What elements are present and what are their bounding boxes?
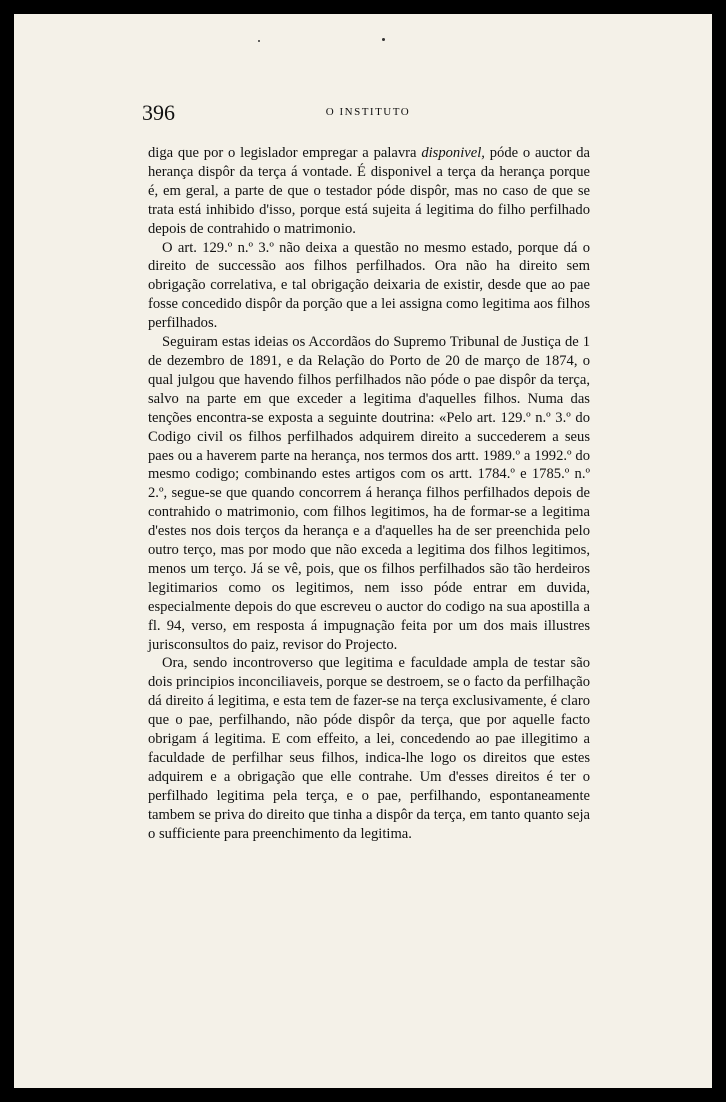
running-head xyxy=(142,102,594,126)
ink-speck xyxy=(382,38,385,41)
paragraph-4: Ora, sendo incontroverso que legitima e faculdade ampla de testar são dois principios inconciliaveis, porque se destroem, se o facto da perfilhação dá direito á legitima, e esta tem de fazer-se na terça exclusivamente, é claro que o pae, perfilhando, não póde dispôr da terça, que por aquelle facto obrigam á legitima. E com effeito, a lei, concedendo ao pae illegitimo a faculdade de perfilhar seus filhos, indica-lhe logo os direitos que estes adquirem e a obrigação que elle contrahe. Um d'esses direitos é ter o perfilhado legitima pela terça, e o pae, perfilhando, espontaneamente tambem se priva do direito que tinha a dispôr da terça, em tanto quanto seja o sufficiente para preenchimento da legitima. xyxy=(148,655,590,842)
paragraph-3: Seguiram estas ideias os Accordãos do Supremo Tribunal de Justiça de 1 de dezembro de 1891, e da Relação do Porto de 20 de março de 1874, o qual julgou que havendo filhos perfilhados não póde o pae dispôr da terça, salvo na parte em que exceder a legitima d'aquelles filhos. Numa das tenções encontra-se exposta a seguinte doutrina: «Pelo art. 129.º n.º 3.º do Codigo civil os filhos perfilhados adquirem direito a succederem a seus paes ou a haverem parte na herança, nos termos dos artt. 1989.º a 1992.º do mesmo codigo; combinando estes artigos com os artt. 1784.º e 1785.º n.º 2.º, segue-se que quando concorrem á herança filhos perfilhados depois de contrahido o matrimonio, com filhos legitimos, ha de formar-se a legitima d'estes nos dois terços da herança e a d'aquelles ha de ser preenchida pelo outro terço, mas por modo que não exceda a legitima dos filhos legitimos, menos um terço. Já se vê, pois, que os filhos perfilhados são tão herdeiros legitimarios como os legitimos, nem isso póde entrar em duvida, especialmente depois do que escreveu o auctor do codigo na sua apostilla a fl. 94, verso, em resposta á impugnação feita por um dos mais illustres jurisconsultos do paiz, revisor do Projecto. xyxy=(148,334,590,653)
paragraph-1 xyxy=(148,144,590,239)
ink-speck xyxy=(258,40,260,42)
paragraph-2: O art. 129.º n.º 3.º não deixa a questão no mesmo estado, porque dá o direito de successão aos filhos perfilhados. Ora não ha direito sem obrigação correlativa, e tal obrigação deixaria de existir, desde que ao pae fosse concedido dispôr da porção que a lei assigna como legitima aos filhos perfilhados. xyxy=(148,239,590,332)
body-text xyxy=(148,144,590,844)
emphasized-word: disponivel, xyxy=(421,145,485,161)
page-number: 396 xyxy=(142,100,175,125)
paragraph-1-start: diga que por o legislador empregar a palavra xyxy=(148,145,422,161)
book-page xyxy=(14,14,712,1088)
paragraph-1-rest: póde o auctor da herança dispôr da terça á vontade. É disponivel a terça da herança porque é, em geral, a parte de que o testador póde dispôr, mas no caso de que se trata está inhibido d'isso, porque está sujeita á legitima do filho perfilhado depois de contrahido o matrimonio. xyxy=(148,145,591,237)
running-title: O INSTITUTO xyxy=(325,106,411,118)
